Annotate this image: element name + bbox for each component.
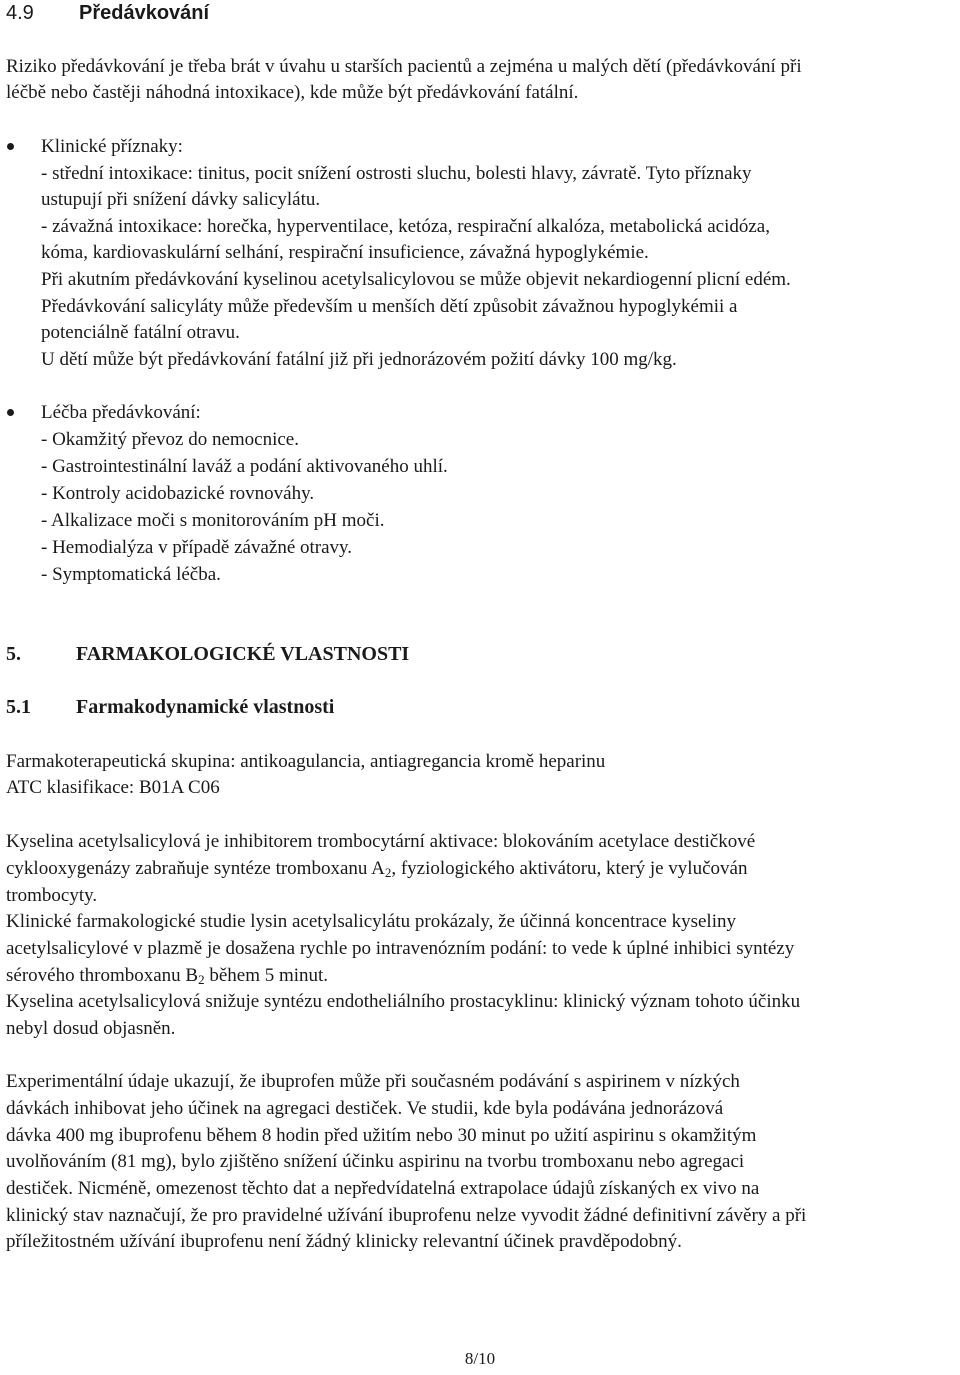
bullet-icon [7, 409, 14, 416]
page-number: 8/10 [464, 1349, 496, 1368]
section-5-1-title: Farmakodynamické vlastnosti [76, 696, 335, 718]
treatment-item: - Kontroly acidobazické rovnováhy. [41, 483, 315, 504]
paragraph-line: trombocyty. [6, 885, 98, 906]
intro-line: Riziko předávkování je třeba brát v úvahu u starších pacientů a zejména u malých dětí (předávkování při [6, 56, 802, 77]
symptoms-line: U dětí může být předávkování fatální již při jednorázovém požití dávky 100 mg/kg. [41, 349, 677, 370]
treatment-item: - Gastrointestinální laváž a podání aktivovaného uhlí. [41, 456, 448, 477]
symptoms-line: kóma, kardiovaskulární selhání, respirační insuficience, závažná hypoglykémie. [41, 242, 649, 263]
paragraph-line: příležitostném užívání ibuprofenu není žádný klinicky relevantní účinek pravděpodobný. [6, 1231, 682, 1252]
treatment-heading: Léčba předávkování: [41, 402, 201, 423]
section-4-9-number: 4.9 [6, 2, 34, 24]
section-4-9-title: Předávkování [79, 2, 210, 24]
text-fragment: sérového thromboxanu B [6, 965, 199, 986]
treatment-item: - Symptomatická léčba. [41, 564, 221, 585]
symptoms-line: - závažná intoxikace: horečka, hyperventilace, ketóza, respirační alkalóza, metabolická acidóza, [41, 216, 770, 237]
treatment-item: - Hemodialýza v případě závažné otravy. [41, 537, 353, 558]
section-5-1-number: 5.1 [6, 696, 31, 718]
subscript: 2 [198, 972, 205, 987]
paragraph-line [6, 856, 747, 886]
paragraph-line: Kyselina acetylsalicylová snižuje syntézu endotheliálního prostacyklinu: klinický význam tohoto účinku [6, 991, 801, 1012]
treatment-item: - Okamžitý převoz do nemocnice. [41, 429, 299, 450]
paragraph-line: Klinické farmakologické studie lysin acetylsalicylátu prokázaly, že účinná koncentrace kyseliny [6, 911, 736, 932]
bullet-icon [7, 143, 14, 150]
paragraph-line: dávkách inhibovat jeho účinek na agregaci destiček. Ve studii, kde byla podávána jednorázová [6, 1098, 724, 1119]
symptoms-line: - střední intoxikace: tinitus, pocit snížení ostrosti sluchu, bolesti hlavy, závratě. Tyto příznaky [41, 163, 752, 184]
atc-code: ATC klasifikace: B01A C06 [6, 777, 220, 798]
paragraph-line: dávka 400 mg ibuprofenu během 8 hodin před užitím nebo 30 minut po užití aspirinu s okamžitým [6, 1125, 757, 1146]
paragraph-line: Experimentální údaje ukazují, že ibuprofen může při současném podávání s aspirinem v nízkých [6, 1071, 740, 1092]
symptoms-line: potenciálně fatální otravu. [41, 322, 240, 343]
subscript: 2 [384, 865, 392, 880]
paragraph-line: nebyl dosud objasněn. [6, 1018, 176, 1039]
paragraph-line: destiček. Nicméně, omezenost těchto dat a nepředvídatelná extrapolace údajů získaných ex vivo na [6, 1178, 760, 1199]
paragraph-line: uvolňováním (81 mg), bylo zjištěno snížení účinku aspirinu na tvorbu tromboxanu nebo agregaci [6, 1151, 745, 1172]
paragraph-line: acetylsalicylové v plazmě je dosažena rychle po intravenózním podání: to vede k úplné inhibici syntézy [6, 938, 795, 959]
paragraph-line: Kyselina acetylsalicylová je inhibitorem trombocytární aktivace: blokováním acetylace destičkové [6, 831, 756, 852]
text-fragment: , fyziologického aktivátoru, který je vylučován [391, 858, 748, 879]
symptoms-heading: Klinické příznaky: [41, 136, 183, 157]
text-fragment: cyklooxygenázy zabraňuje syntéze tromboxanu A [6, 858, 385, 879]
pharmacotherapeutic-group: Farmakoterapeutická skupina: antikoagulancia, antiagregancia kromě heparinu [6, 751, 606, 772]
section-5-title: FARMAKOLOGICKÉ VLASTNOSTI [76, 643, 410, 665]
section-5-number: 5. [6, 643, 21, 665]
symptoms-line: Při akutním předávkování kyselinou acetylsalicylovou se může objevit nekardiogenní plicní edém. [41, 269, 791, 290]
intro-line: léčbě nebo častěji náhodná intoxikace), kde může být předávkování fatální. [6, 82, 579, 103]
treatment-item: - Alkalizace moči s monitorováním pH moči. [41, 510, 385, 531]
paragraph-line: klinický stav naznačují, že pro pravidelné užívání ibuprofenu nelze vyvodit žádné definitivní závěry a při [6, 1205, 807, 1226]
symptoms-line: Předávkování salicyláty může především u menších dětí způsobit závažnou hypoglykémii a [41, 296, 738, 317]
symptoms-line: ustupují při snížení dávky salicylátu. [41, 189, 321, 210]
text-fragment: během 5 minut. [204, 965, 329, 986]
